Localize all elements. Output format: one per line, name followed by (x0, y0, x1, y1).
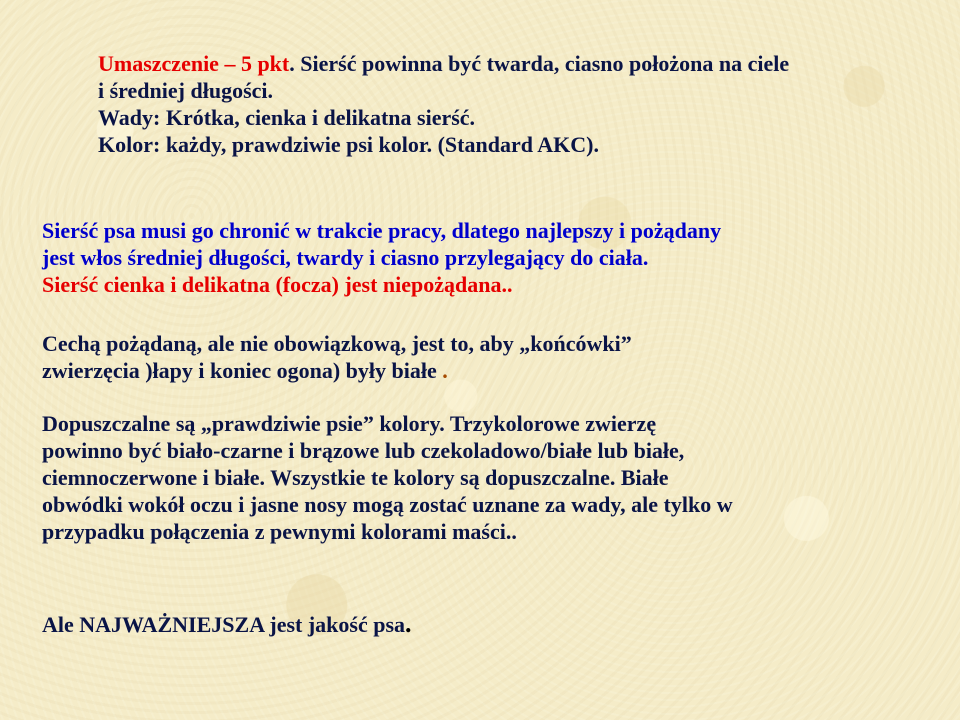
white-tips-dot: . (442, 358, 448, 383)
coat-color-line: Kolor: każdy, prawdziwie psi kolor. (Standard AKC). (98, 132, 599, 157)
conclusion-dot: . (405, 609, 412, 638)
allowed-colors-line-1: Dopuszczalne są „prawdziwie psie” kolory. Trzykolorowe zwierzę (42, 411, 657, 436)
allowed-colors-line-5: przypadku połączenia z pewnymi kolorami maści.. (42, 519, 517, 544)
coat-protection-block (42, 217, 721, 298)
white-tips-line-2-text: zwierzęcia )łapy i koniec ogona) były białe (42, 358, 437, 383)
allowed-colors-block (42, 410, 733, 545)
conclusion-line (42, 610, 412, 638)
white-tips-block (42, 330, 632, 384)
conclusion-text: Ale NAJWAŻNIEJSZA jest jakość psa (42, 612, 406, 637)
coat-undesirable-line: Sierść cienka i delikatna (focza) jest niepożądana.. (42, 272, 513, 297)
allowed-colors-line-2: powinno być biało-czarne i brązowe lub czekoladowo/białe lub białe, (42, 438, 685, 463)
coat-heading: Umaszczenie – 5 pkt (98, 51, 290, 76)
allowed-colors-line-3: ciemnoczerwone i białe. Wszystkie te kolory są dopuszczalne. Białe (42, 465, 669, 490)
coat-standard-line-1 (98, 50, 789, 77)
coat-protection-line-2: jest włos średniej długości, twardy i ciasno przylegający do ciała. (42, 245, 649, 270)
white-tips-line-2 (42, 357, 632, 384)
coat-protection-line-1: Sierść psa musi go chronić w trakcie pracy, dlatego najlepszy i pożądany (42, 218, 722, 243)
white-tips-line-1: Cechą pożądaną, ale nie obowiązkową, jest to, aby „końcówki” (42, 331, 632, 356)
coat-standard-block (98, 50, 789, 158)
conclusion-block (42, 610, 412, 638)
coat-standard-line-2: i średniej długości. (98, 78, 274, 103)
coat-description: . Sierść powinna być twarda, ciasno położona na ciele (289, 51, 790, 76)
coat-faults-line: Wady: Krótka, cienka i delikatna sierść. (98, 105, 476, 130)
allowed-colors-line-4: obwódki wokół oczu i jasne nosy mogą zostać uznane za wady, ale tylko w (42, 492, 733, 517)
